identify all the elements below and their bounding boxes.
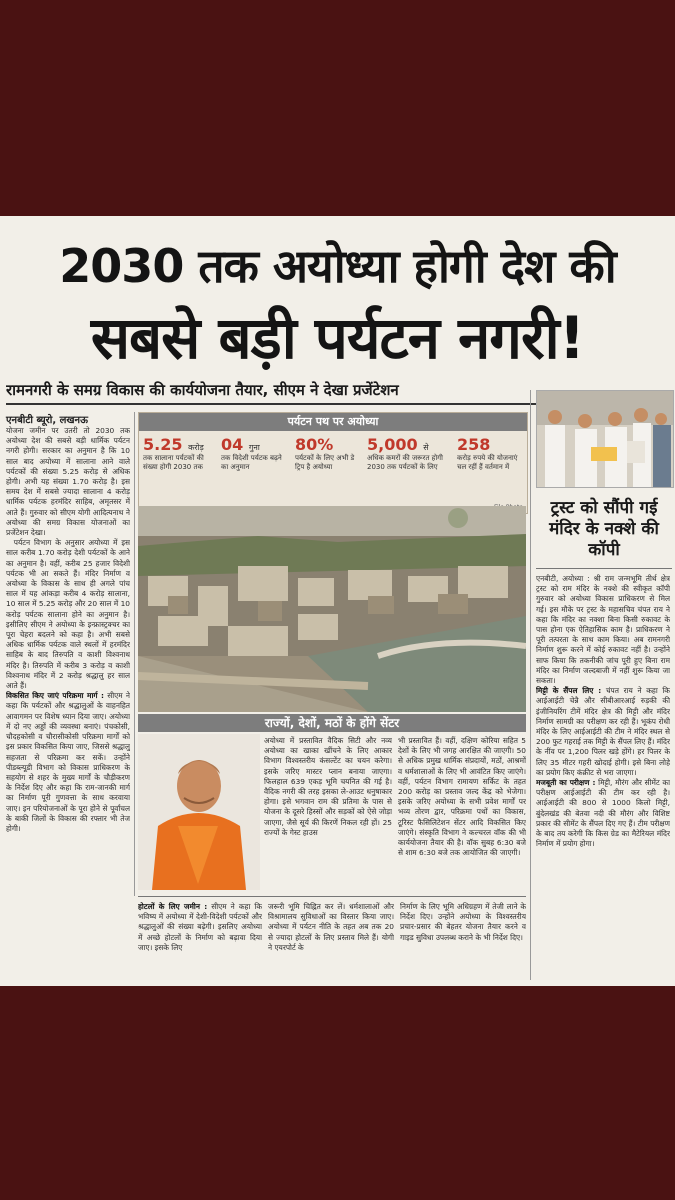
left-column (6, 426, 130, 896)
trust-meeting-photo (536, 390, 674, 488)
right-column (536, 574, 670, 984)
stat-unit: से (423, 443, 429, 452)
stat-text: तक सालाना पर्यटकों की संख्या होगी 2030 तक (143, 454, 204, 471)
meeting-photo-image (537, 391, 673, 487)
portrait-image (138, 734, 260, 890)
aerial-photo-image (138, 506, 526, 712)
bottom-column-2: जरूरी भूमि चिह्नित कर लें। धर्मशालाओं और विश्रामालय सुविधाओं का विस्तार किया जाए। अयोध्या में पर्यटन नीति के तहत अब तक 20 से ज्यादा होटलों के लिए प्रस्ताव मिले हैं। योगी ने एयरपोर्ट के (268, 902, 394, 952)
divider-rule (138, 896, 526, 897)
section-header: राज्यों, देशों, मठों के होंगे सेंटर (138, 714, 526, 732)
column-divider (134, 412, 135, 896)
stat-text: तक विदेशी पर्यटक बढ़ने का अनुमान (221, 454, 282, 471)
left-para-1: योजना जमीन पर उतरी तो 2030 तक अयोध्या देश की सबसे बड़ी धार्मिक पर्यटन नगरी होगी। सरकार का अनुमान है कि 10 साल बाद अयोध्या में सालाना आने वाले पर्यटकों की संख्या 5.25 करोड़ से अधिक होगी। अभी यह संख्या 1.70 करोड़ है। इस समय देश में सबसे ज्यादा सालाना 4 करोड़ धार्मिक पर्यटक हरमंदिर साहिब, अमृतसर में आते हैं। गुरुवार को सीएम योगी आदित्यनाथ ने अयोध्या की समग्र विकास योजनाओं का प्रजेंटेशन देखा। (6, 426, 130, 538)
stat-text: करोड़ रुपये की योजनाएं चल रहीं हैं वर्तमान में (457, 454, 518, 471)
aerial-city-photo (138, 506, 526, 712)
headline-line-2: सबसे बड़ी पर्यटन नगरी! (90, 304, 585, 372)
stat-item (221, 435, 287, 472)
stat-text: पर्यटकों के लिए अभी डे ट्रिप है अयोध्या (295, 454, 355, 471)
subheadline: रामनगरी के समग्र विकास की कार्ययोजना तैयार, सीएम ने देखा प्रजेंटेशन (6, 381, 399, 399)
stat-item (457, 435, 523, 472)
left-para-3: सीएम ने कहा कि पर्यटकों और श्रद्धालुओं के वाहनहित आवागमन पर विशेष ध्यान दिया जाए। अयोध्या में दो नए अड्डों की व्यवस्था बनाएं। पंचकोसी, चौदहकोसी व चौरासीकोसी परिक्रमा मार्गों को इस प्रकार विकसित किया जाए, जिससे श्रद्धालु सहजता से परिक्रमा कर सकें। उन्होंने पीडब्ल्यूडी विभाग को विकास प्राधिकरण के सहयोग से शहर के मुख्य मार्गों के चौड़ीकरण के निर्देश दिए और कहा कि राम-जानकी मार्ग का निर्माण पूरी गुणवत्ता के साथ करवाया जाए। इन परियोजनाओं के पूरा होने से पूर्वांचल के बाकी जिलों के विकास की रफ्तार भी तेज होगी। (6, 691, 130, 833)
newspaper-clipping (0, 216, 675, 986)
side-story-headline: ट्रस्ट को सौंपी गई मंदिर के नक्शे की कॉपी (549, 498, 659, 560)
stat-number: 80% (295, 435, 334, 454)
stat-unit: करोड़ (188, 443, 204, 452)
right-para-1: एनबीटी, अयोध्या : श्री राम जन्मभूमि तीर्थ क्षेत्र ट्रस्ट को राम मंदिर के नक्शे की स्वीकृत कॉपी गुरुवार को अयोध्या विकास प्राधिकरण से मिल गई। इस मौके पर ट्रस्ट के महासचिव चंपत राय ने कहा कि मंदिर का नक्शा बिना किसी रुकावट के पास होना एक ऐतिहासिक काम है। प्राधिकरण ने पूरी तत्परता के साथ काम किया। अब रामनगरी निर्माण शुरू करने में कोई रुकावट नहीं है। उन्होंने साफ किया कि तकनीकी जांच पूरी हुए बिना राम मंदिर का निर्माण जल्दबाजी में नहीं शुरू किया जा सकता। (536, 574, 670, 686)
left-para-2: पर्यटन विभाग के अनुसार अयोध्या में इस साल करीब 1.70 करोड़ देशी पर्यटकों के आने का अनुमान है। वहीं, करीब 25 हजार विदेशी पर्यटक भी आ सकते हैं। मंदिर निर्माण व अयोध्या के विकास के साथ ही अगले पांच साल में यह आंकड़ा करीब 4 करोड़ सालाना, 10 साल में 5.25 करोड़ और 20 साल में 10 करोड़ पर्यटक सालाना होने का अनुमान है। इसीलिए सीएम ने अयोध्या के इन्फ्रास्ट्रक्चर का पूरा चेहरा बदलने को कहा है। अभी सबसे अधिक धार्मिक पर्यटक वाले स्थलों में हरमंदिर साहिब के बाद तिरुपति व काशी विश्वनाथ मंदिर है। तिरुपति में करीब 3 करोड़ व काशी विश्वनाथ मंदिर में 2 करोड़ श्रद्धालु हर साल आते हैं। (6, 538, 130, 691)
stat-number: 04 (221, 435, 244, 454)
byline: एनबीटी ब्यूरो, लखनऊ (6, 415, 88, 426)
stats-box (138, 412, 528, 514)
bottom-column-3: निर्माण के लिए भूमि अधिग्रहण में तेजी लाने के निर्देश दिए। उन्होंने अयोध्या के विश्वस्तरीय प्रचार-प्रसार की बेहतर योजना तैयार करने व गाइड सुविधा उपलब्ध कराने के भी निर्देश दिए। (400, 902, 526, 942)
stat-number: 5.25 (143, 435, 183, 454)
right-subtitle-2: मजबूती का परीक्षण : (536, 778, 596, 788)
stats-box-title: पर्यटन पथ पर अयोध्या (139, 413, 527, 431)
left-subtitle: विकसित किए जाएं परिक्रमा मार्ग : (6, 691, 104, 701)
cm-portrait (138, 734, 260, 890)
bottom-column-1 (138, 902, 262, 982)
column-divider (530, 390, 531, 980)
right-para-2: चंपत राय ने कहा कि आईआईटी चेन्नै और सीबीआरआई रुड़की की इंजीनियरिंग टीमें मंदिर क्षेत्र की मिट्टी और मंदिर निर्माण सामग्री का परीक्षण कर रही हैं। भूकंप रोधी मंदिर के लिए आईआईटी की टीम ने मंदिर स्थल से 200 फुट गहराई तक मिट्टी के सैंपल लिए हैं। मंदिर के नींव पर 1,200 पिलर खड़े होंगे। हर पिलर के लिए 35 मीटर गहरी खोदाई होगी। इसे बिना लोहे का प्रयोग किए कंक्रीट से भरा जाएगा। (536, 686, 670, 777)
stat-item (367, 435, 451, 472)
middle-column-2: भी प्रस्तावित हैं। वहीं, दक्षिण कोरिया सहित 5 देशों के लिए भी जगह आरक्षित की जाएगी। 50 से अधिक प्रमुख धार्मिक संप्रदायों, मठों, आश्रमों व धर्मशालाओं के लिए भी आवंटित किए जाएंगे। वहीं, पर्यटन विभाग रामायण सर्किट के तहत 200 करोड़ का प्रस्ताव जल्द केंद्र को भेजेगा। इसके जरिए अयोध्या के सभी प्रवेश मार्गों पर भव्य तोरण द्वार, परिक्रमा पथों का विकास, टूरिस्ट फैसिलिटेशन सेंटर आदि विकसित किए जाएंगे। संस्कृति विभाग ने कल्चरल वॉक की भी कार्ययोजना तैयार की है। वॉक सुबह 6:30 बजे से शाम 6:30 बजे तक आयोजित की जाएगी। (398, 736, 526, 858)
middle-column-1: अयोध्या में प्रस्तावित वैदिक सिटी और नव्य अयोध्या का खाका खींचने के लिए आकार विभाग विश्वस्तरीय कंसल्टेंट का चयन करेगा। इसके जरिए मास्टर प्लान बनाया जाएगा। फिलहाल 639 एकड़ भूमि चयनित की गई है। वैदिक नगरी की तरह इसका ले-आउट धनुषाकार होगा। इसे भगवान राम की प्रतिमा के पास से योजना के दूसरे हिस्सों और सड़कों को ऐसे जोड़ा जाएगा, जैसे सूर्य की किरणें निकल रही हों। 25 राज्यों के गेस्ट हाउस (264, 736, 392, 837)
divider-rule (536, 568, 672, 569)
headline-line-1: 2030 तक अयोध्या होगी देश की (59, 239, 616, 293)
stat-number: 258 (457, 435, 491, 454)
stat-text: अधिक कमरों की जरूरत होगी 2030 तक पर्यटकों के लिए (367, 454, 443, 471)
stat-item (295, 435, 361, 472)
bottom-text-1: सीएम ने कहा कि भविष्य में अयोध्या में देशी-विदेशी पर्यटकों और श्रद्धालुओं की संख्या बढ़ेगी। इसलिए अयोध्या में अच्छे होटलों के निर्माण को बढ़ावा दिया जाए। इसके लिए (138, 902, 262, 952)
stat-number: 5,000 (367, 435, 418, 454)
stat-item (143, 435, 217, 472)
right-para-3: मिट्टी, मौरंग और सीमेंट का परीक्षण आईआईटी की टीम कर रही है। आईआईटी की 800 से 1000 किलो मिट्टी, बुंदेलखंड की बेतवा नदी की मौरंग और विशिष्ट प्रकार की सीमेंट के सैंपल दिए गए हैं। टीम परीक्षण के बाद तय करेगी कि किस ग्रेड का मैटेरियल मंदिर निर्माण में प्रयोग होगा। (536, 778, 670, 849)
bottom-subtitle: होटलों के लिए जमीन : (138, 902, 208, 911)
stat-unit: गुना (248, 443, 260, 452)
left-column-continued (6, 902, 130, 982)
right-subtitle-1: मिट्टी के सैंपल लिए : (536, 686, 602, 696)
